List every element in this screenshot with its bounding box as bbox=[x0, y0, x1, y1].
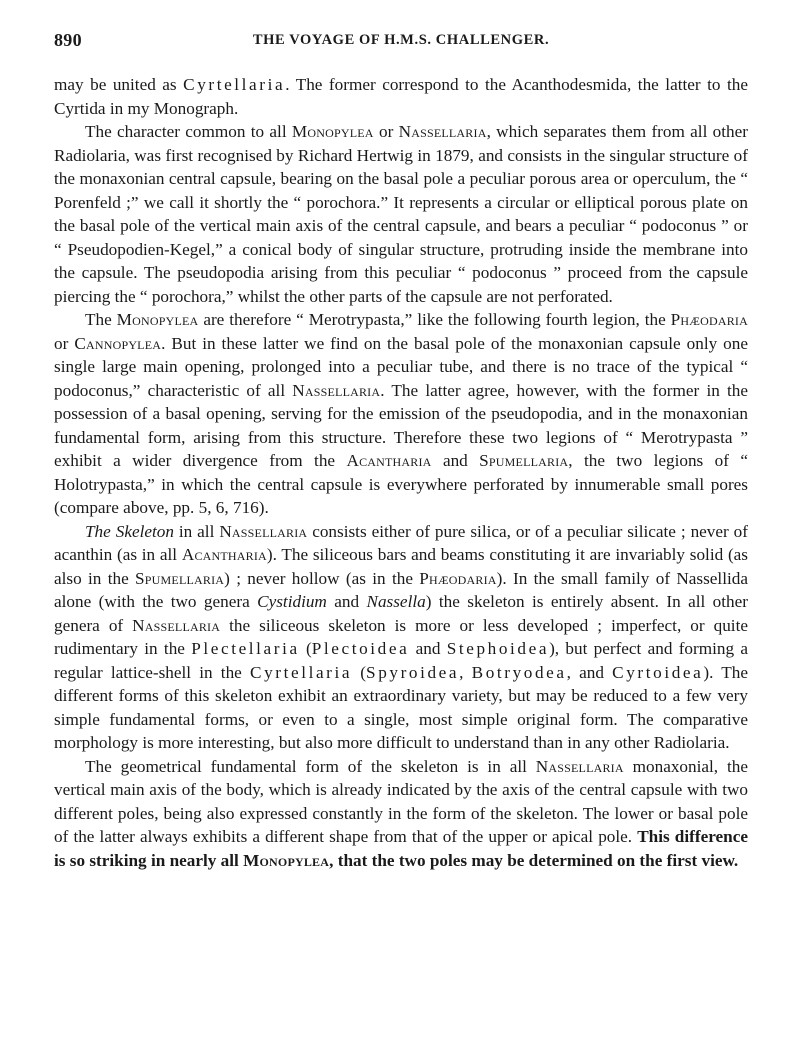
text-run: The geometrical fundamental form of the skeleton is in all bbox=[85, 756, 536, 776]
paragraph bbox=[54, 755, 748, 873]
text-run: The bbox=[85, 310, 117, 329]
text-run: ) the skeleton is entirely absent. In all other genera of bbox=[54, 592, 748, 635]
text-run: Botryodea bbox=[471, 662, 567, 682]
text-run: , bbox=[459, 662, 472, 682]
text-run: Monopylea bbox=[291, 122, 374, 141]
text-run: Monopylea bbox=[116, 310, 199, 329]
text-run: Acantharia bbox=[181, 545, 267, 564]
text-run: Cannopylea bbox=[74, 333, 162, 353]
body-text bbox=[54, 73, 748, 872]
text-run: Cyrtoidea bbox=[612, 662, 704, 682]
paragraph bbox=[54, 520, 748, 755]
text-run: ). The siliceous bars and beams constituting it are invariably solid (as also in the bbox=[54, 545, 748, 588]
text-run: , the two legions of “ Holotrypasta,” in which the central capsule is everywhere perforated by innumerable small pores (compare above, pp. 5, 6, 716). bbox=[54, 451, 748, 517]
text-run: monaxonial, the vertical main axis of the body, which is already indicated by the axis of the central capsule with two different poles, being also expressed constantly in the form of the skeleton. The lower or basal pole of the latter always exhibits a different shape from that of the upper or apical pole. bbox=[54, 756, 748, 846]
paragraph bbox=[54, 120, 748, 308]
text-run: . But in these latter we find on the basal pole of the monaxonian capsule only one single large main opening, prolonged into a peculiar tube, and there is no trace of the typical “ podoconus,” characteristic of all bbox=[54, 333, 748, 400]
text-run: may be united as bbox=[54, 75, 184, 94]
text-run: Cystidium bbox=[257, 592, 327, 611]
text-run: Cyrtellaria bbox=[183, 75, 286, 94]
text-run: and bbox=[326, 592, 367, 611]
text-run: and bbox=[409, 639, 447, 658]
text-run: or bbox=[373, 122, 399, 141]
text-run: in all bbox=[173, 521, 220, 541]
text-run: , which separates them from all other Radiolaria, was first recognised by Richard Hertwig in 1879, and consists in the singular structure of the monaxonian central capsule, bearing on the basal pole a peculiar porous area or operculum, the “ Porenfeld ;” we call it shortly the “ porochora.” It represents a circular or elliptical porous plate on the basal pole of the vertical main axis of the central capsule, and bears a peculiar “ podoconus ” or “ Pseudopodien-Kegel,” a conical body of singular structure, protruding inside the membrane into the capsule. The pseudopodia arising from this peculiar “ podoconus ” proceed from the capsule piercing the “ porochora,” whilst the other parts of the capsule are not perforated. bbox=[54, 122, 748, 306]
text-run: Plectellaria bbox=[191, 639, 300, 658]
page-header bbox=[54, 30, 748, 54]
text-run: . The former correspond to the Acanthodesmida, the latter to the Cyrtida in my Monograph. bbox=[54, 75, 748, 118]
text-run: ( bbox=[352, 662, 367, 682]
text-run: Spyroidea bbox=[366, 662, 460, 682]
text-run: consists either of pure silica, or of a peculiar silicate ; never of acanthin (as in all bbox=[54, 521, 748, 564]
text-run: . The latter agree, however, with the former in the possession of a basal opening, serving for the emission of the pseudopodia, and in the monaxonian fundamental form, arising from this structure. Therefore these two legions of “ Merotrypasta ” exhibit a wider divergence from the bbox=[54, 380, 749, 470]
running-title: THE VOYAGE OF H.M.S. CHALLENGER. bbox=[252, 32, 550, 48]
text-run: Monopylea bbox=[243, 850, 330, 870]
paragraph bbox=[54, 73, 748, 120]
text-run: Nassellaria bbox=[535, 756, 624, 776]
text-run: or bbox=[54, 333, 75, 353]
text-run: are therefore “ Merotrypasta,” like the following fourth legion, the bbox=[198, 310, 671, 329]
text-run: Spumellaria bbox=[479, 451, 569, 470]
text-run: the siliceous skeleton is more or less developed ; imperfect, or quite rudimentary in the bbox=[54, 615, 748, 658]
paragraph bbox=[54, 308, 748, 520]
text-run: ( bbox=[299, 639, 312, 658]
text-run: Phæodaria bbox=[419, 568, 497, 588]
text-run: Nassellaria bbox=[398, 122, 487, 141]
page-number: 890 bbox=[54, 30, 82, 50]
text-run: The character common to all bbox=[85, 122, 292, 141]
text-run: and bbox=[431, 451, 480, 470]
text-run: Nassella bbox=[366, 592, 426, 611]
text-run: Acantharia bbox=[346, 451, 432, 470]
text-run: Nassellaria bbox=[219, 521, 308, 541]
text-run: Cyrtellaria bbox=[250, 662, 353, 682]
text-run: ), but perfect and forming a regular lattice-shell in the bbox=[54, 639, 748, 682]
text-run: ). The different forms of this skeleton exhibit an extraordinary variety, but may be reduced to a few very simple fundamental forms, or even to a single, most simple original form. The comparative morphology is more interesting, but also more difficult to understand than in any other Radiolaria. bbox=[54, 662, 748, 752]
text-run: Plectoidea bbox=[311, 639, 410, 658]
text-run: , that the two poles may be determined on the first view. bbox=[329, 850, 739, 870]
text-run: Spumellaria bbox=[135, 568, 225, 588]
text-run: ) ; never hollow (as in the bbox=[224, 568, 420, 588]
text-run: , and bbox=[566, 662, 613, 682]
text-run: The Skeleton bbox=[85, 521, 174, 541]
text-run: Nassellaria bbox=[132, 615, 221, 635]
text-run: ). In the small family of Nassellida alone (with the two genera bbox=[54, 568, 748, 611]
text-run: Stephoidea bbox=[446, 639, 550, 658]
text-run: Nassellaria bbox=[292, 380, 381, 400]
text-run: This difference is so striking in nearly all bbox=[54, 827, 748, 870]
text-run: Phæodaria bbox=[670, 310, 748, 329]
